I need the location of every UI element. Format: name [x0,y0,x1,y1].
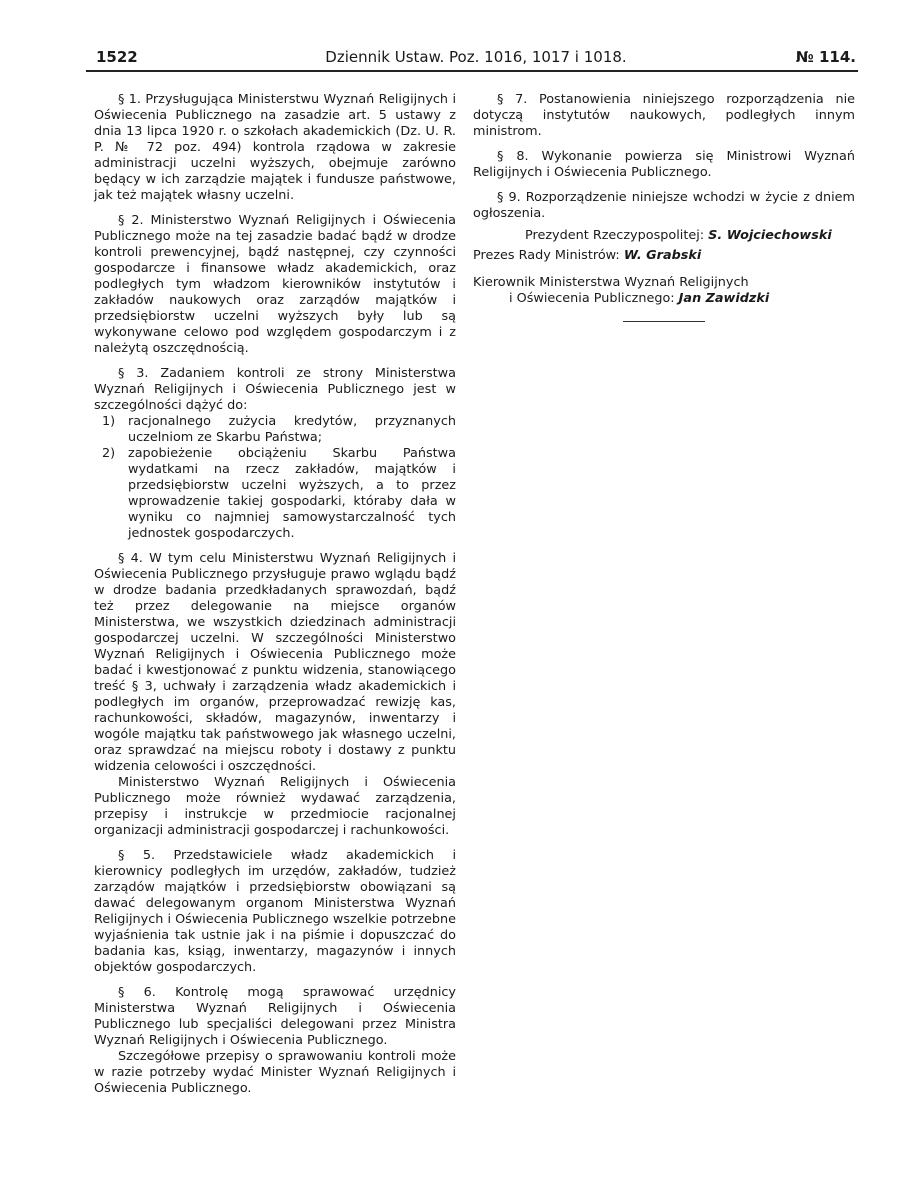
item-number: 2) [102,446,116,461]
section-3-intro: § 3. Zadaniem kontroli ze strony Ministerstwa Wyznań Religijnych i Oświecenia Publicznego jest w szczególności dążyć do: [94,366,456,413]
pm-label: Prezes Rady Ministrów: [473,248,620,263]
minister-name: Jan Zawidzki [678,291,770,306]
minister-label-1: Kierownik Ministerstwa Wyznań Religijnych [473,275,749,290]
section-6: § 6. Kontrolę mogą sprawować urzędnicy Ministerstwa Wyznań Religijnych i Oświecenia Publicznego lub specjaliści delegowani przez Ministra Wyznań Religijnych i Oświecenia Publicznego. [94,985,456,1048]
journal-title: Dziennik Ustaw. Poz. 1016, 1017 i 1018. [325,48,627,66]
pm-name: W. Grabski [623,248,702,263]
section-4: § 4. W tym celu Ministerstwu Wyznań Religijnych i Oświecenia Publicznego przysługuje prawo wglądu bądź w drodze badania przedkładanych sprawozdań, bądź też przez delegowanie na miejsce organów Ministerstwa, we wszystkich dziedzinach administracji gospodarczej uczelni. W szczególności Ministerstwo Wyznań Religijnych i Oświecenia Publicznego może badać i kwestjonować z punktu widzenia, stanowiącego treść § 3, uchwały i zarządzenia władz akademickich i podległych im organów, przeprowadzać rewizję kas, rachunkowości, składów, magazynów, inwentarzy i wogóle majątku tak państwowego jak własnego uczelni, oraz sprawdzać na miejscu roboty i dostawy z punktu widzenia celowości i oszczędności. [94,551,456,774]
section-6-continuation: Szczegółowe przepisy o sprawowaniu kontroli może w razie potrzeby wydać Minister Wyznań Religijnych i Oświecenia Publicznego. [94,1049,456,1096]
signature-minister-line-1 [473,275,855,291]
item-number: 1) [102,414,116,429]
signature-minister-line-2 [473,291,855,307]
signature-president [473,228,855,244]
section-5: § 5. Przedstawiciele władz akademickich i kierownicy podległych im urzędów, zakładów, tudzież zarządów majątków i przedsiębiorstw obowiązani są dawać delegowanym organom Ministerstwa Wyznań Religijnych i Oświecenia Publicznego wszelkie potrzebne wyjaśnienia tak ustnie jak i na piśmie i dopuszczać do badania kas, ksiąg, inwentarzy, magazynów i innych objektów gospodarczych. [94,848,456,975]
issue-number: № 114. [795,48,856,66]
item-text: racjonalnego zużycia kredytów, przyznanych uczelniom ze Skarbu Państwa; [128,414,456,445]
left-column [94,92,456,1097]
section-1: § 1. Przysługująca Ministerstwu Wyznań Religijnych i Oświecenia Publicznego na zasadzie art. 5 ustawy z dnia 13 lipca 1920 r. o szkołach akademickich (Dz. U. R. P. № 72 poz. 494) kontrola rządowa w zakresie administracji uczelni wyższych, obejmuje zarówno będący w ich zarządzie majątek i fundusze państwowe, jak też majątek własny uczelni. [94,92,456,203]
section-3-item [94,446,456,542]
page-header [96,48,856,70]
section-4-continuation: Ministerstwo Wyznań Religijnych i Oświecenia Publicznego może również wydawać zarządzenia, przepisy i instrukcje w przedmiocie racjonalnej organizacji administracji gospodarczej i rachunkowości. [94,775,456,838]
section-8: § 8. Wykonanie powierza się Ministrowi Wyznań Religijnych i Oświecenia Publicznego. [473,149,855,180]
minister-label-2: i Oświecenia Publicznego: [509,291,675,306]
item-text: zapobieżenie obciążeniu Skarbu Państwa wydatkami na rzecz zakładów, majątków i przedsiębiorstw uczelni wyższych, a to przez wprowadzenie takiej gospodarki, któraby dała w wyniku co najmniej samowystarczalność tych jednostek gospodarczych. [128,446,456,541]
signature-prime-minister [473,248,855,264]
section-3-item [94,414,456,446]
right-column [473,92,855,322]
header-rule [86,70,858,72]
president-label: Prezydent Rzeczypospolitej: [525,228,705,243]
section-2: § 2. Ministerstwo Wyznań Religijnych i Oświecenia Publicznego może na tej zasadzie badać bądź w drodze kontroli prewencyjnej, bądź następnej, czy czynności gospodarcze i finansowe władz akademickich, oraz podległych tym władzom kierowników instytutów i zakładów naukowych oraz zarządów majątków i przedsiębiorstw uczelni wyższych były lub są wykonywane celowo pod względem gospodarczym i z należytą oszczędnością. [94,213,456,356]
section-7: § 7. Postanowienia niniejszego rozporządzenia nie dotyczą instytutów naukowych, podległych innym ministrom. [473,92,855,139]
section-9: § 9. Rozporządzenie niniejsze wchodzi w życie z dniem ogłoszenia. [473,190,855,221]
president-name: S. Wojciechowski [708,228,832,243]
end-rule [623,321,705,322]
page-number: 1522 [96,48,138,66]
